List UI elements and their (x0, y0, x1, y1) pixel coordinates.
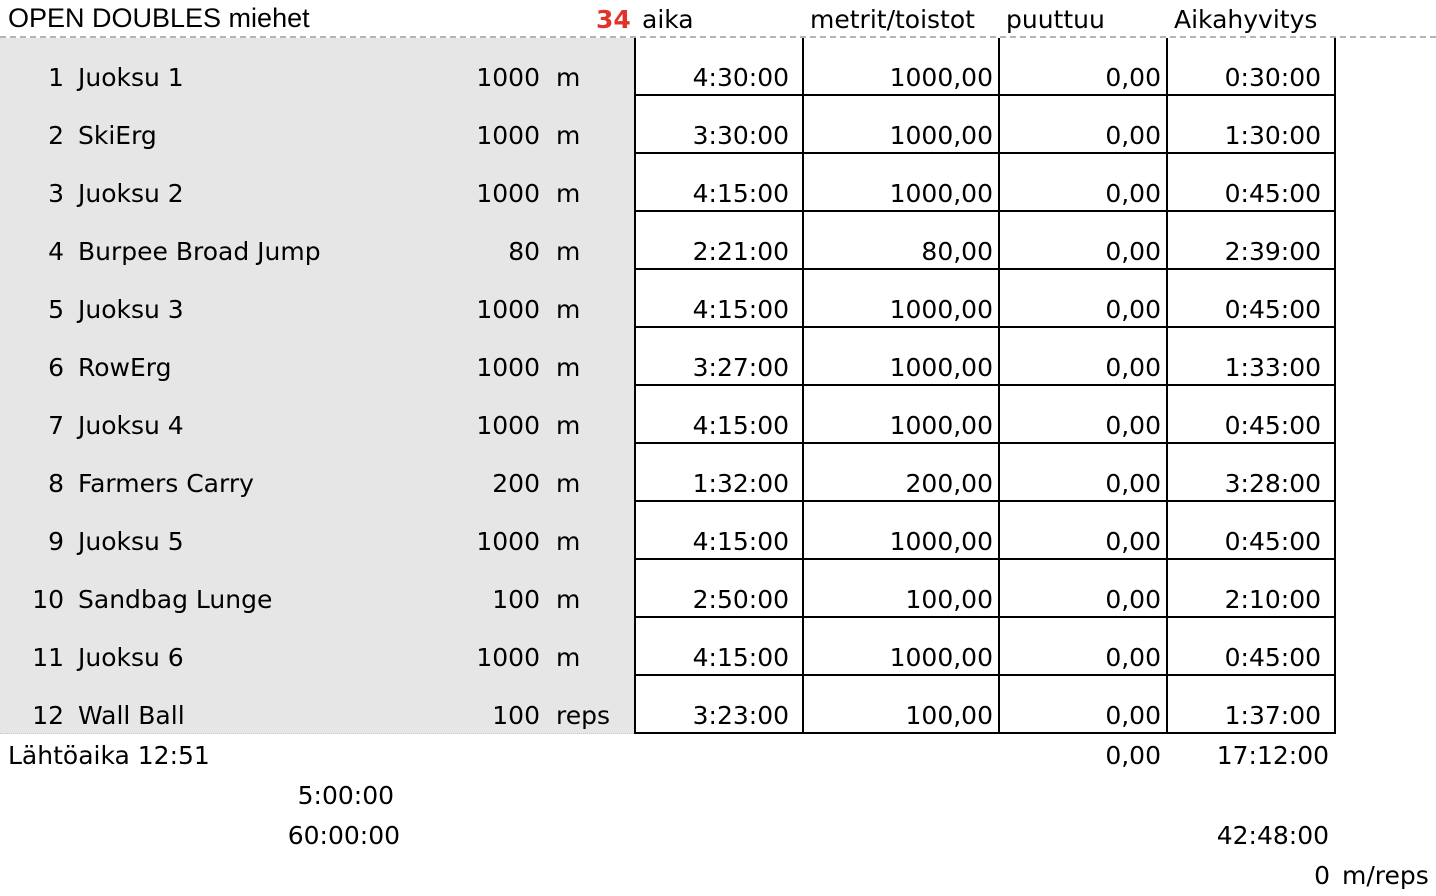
cell-puuttuu[interactable]: 0,00 (1105, 353, 1161, 382)
summary-value: 5:00:00 (297, 781, 394, 810)
row-number: 11 (32, 643, 64, 672)
column-header-aikahyvitys: Aikahyvitys (1174, 5, 1318, 34)
cell-aika[interactable]: 3:30:00 (692, 121, 789, 150)
station-amount: 200 (492, 469, 540, 498)
cell-metrit[interactable]: 1000,00 (889, 179, 993, 208)
grid-line (634, 442, 1336, 444)
station-unit: m (556, 411, 581, 440)
station-amount: 1000 (476, 295, 540, 324)
station-name: Juoksu 2 (78, 179, 184, 208)
grid-line (1166, 38, 1168, 734)
cell-aika[interactable]: 3:23:00 (692, 701, 789, 730)
station-name: RowErg (78, 353, 172, 382)
cell-aikahyvitys[interactable]: 0:45:00 (1224, 643, 1321, 672)
row-number: 5 (48, 295, 64, 324)
grid-line (634, 674, 1336, 676)
cell-metrit[interactable]: 1000,00 (889, 121, 993, 150)
cell-metrit[interactable]: 1000,00 (889, 527, 993, 556)
cell-metrit[interactable]: 100,00 (905, 701, 993, 730)
station-amount: 80 (508, 237, 540, 266)
summary-value: 0 (1314, 861, 1330, 890)
station-name: Wall Ball (78, 701, 185, 730)
station-unit: m (556, 585, 581, 614)
station-name: Juoksu 4 (78, 411, 184, 440)
start-time-label: Lähtöaika 12:51 (8, 741, 210, 770)
cell-puuttuu[interactable]: 0,00 (1105, 411, 1161, 440)
grid-line (634, 558, 1336, 560)
grid-line (634, 210, 1336, 212)
total-aikahyvitys: 17:12:00 (1216, 741, 1329, 770)
total-puuttuu: 0,00 (1105, 741, 1161, 770)
cell-aikahyvitys[interactable]: 1:33:00 (1224, 353, 1321, 382)
grid-line (634, 384, 1336, 386)
summary-unit: m/reps (1342, 861, 1429, 890)
cell-puuttuu[interactable]: 0,00 (1105, 295, 1161, 324)
station-amount: 100 (492, 585, 540, 614)
cell-puuttuu[interactable]: 0,00 (1105, 701, 1161, 730)
station-unit: m (556, 469, 581, 498)
cell-metrit[interactable]: 1000,00 (889, 353, 993, 382)
row-number: 8 (48, 469, 64, 498)
row-number: 10 (32, 585, 64, 614)
row-number: 12 (32, 701, 64, 730)
station-name: Farmers Carry (78, 469, 254, 498)
cell-metrit[interactable]: 100,00 (905, 585, 993, 614)
cell-puuttuu[interactable]: 0,00 (1105, 63, 1161, 92)
station-list-bottom-border (0, 733, 634, 734)
cell-aikahyvitys[interactable]: 0:45:00 (1224, 179, 1321, 208)
cell-aika[interactable]: 3:27:00 (692, 353, 789, 382)
cell-puuttuu[interactable]: 0,00 (1105, 469, 1161, 498)
station-amount: 1000 (476, 643, 540, 672)
cell-aikahyvitys[interactable]: 0:45:00 (1224, 411, 1321, 440)
row-number: 2 (48, 121, 64, 150)
station-unit: reps (556, 701, 611, 730)
cell-aika[interactable]: 2:21:00 (692, 237, 789, 266)
row-number: 9 (48, 527, 64, 556)
cell-metrit[interactable]: 80,00 (921, 237, 993, 266)
grid-line (634, 152, 1336, 154)
cell-aikahyvitys[interactable]: 0:45:00 (1224, 527, 1321, 556)
station-unit: m (556, 353, 581, 382)
cell-metrit[interactable]: 1000,00 (889, 643, 993, 672)
cell-aika[interactable]: 2:50:00 (692, 585, 789, 614)
cell-aikahyvitys[interactable]: 1:37:00 (1224, 701, 1321, 730)
grid-line (634, 94, 1336, 96)
cell-aikahyvitys[interactable]: 2:10:00 (1224, 585, 1321, 614)
cell-metrit[interactable]: 1000,00 (889, 295, 993, 324)
station-amount: 1000 (476, 121, 540, 150)
grid-line (634, 326, 1336, 328)
summary-value: 42:48:00 (1216, 821, 1329, 850)
cell-metrit[interactable]: 200,00 (905, 469, 993, 498)
grid-line (998, 38, 1000, 734)
grid-line (1334, 38, 1336, 734)
cell-aikahyvitys[interactable]: 2:39:00 (1224, 237, 1321, 266)
grid-line (802, 38, 804, 734)
column-header-puuttuu: puuttuu (1006, 5, 1105, 34)
sheet-title: OPEN DOUBLES miehet (8, 3, 310, 33)
station-amount: 1000 (476, 353, 540, 382)
cell-aika[interactable]: 4:15:00 (692, 643, 789, 672)
row-number: 4 (48, 237, 64, 266)
station-amount: 1000 (476, 63, 540, 92)
station-unit: m (556, 527, 581, 556)
row-number: 7 (48, 411, 64, 440)
cell-aikahyvitys[interactable]: 1:30:00 (1224, 121, 1321, 150)
cell-metrit[interactable]: 1000,00 (889, 411, 993, 440)
cell-aika[interactable]: 4:15:00 (692, 527, 789, 556)
participant-count: 34 (596, 5, 631, 34)
cell-puuttuu[interactable]: 0,00 (1105, 585, 1161, 614)
station-unit: m (556, 295, 581, 324)
row-number: 3 (48, 179, 64, 208)
station-amount: 1000 (476, 179, 540, 208)
cell-aika[interactable]: 4:15:00 (692, 179, 789, 208)
station-unit: m (556, 643, 581, 672)
cell-aikahyvitys[interactable]: 0:45:00 (1224, 295, 1321, 324)
cell-puuttuu[interactable]: 0,00 (1105, 527, 1161, 556)
station-name: Juoksu 5 (78, 527, 184, 556)
station-name: Juoksu 3 (78, 295, 184, 324)
cell-metrit[interactable]: 1000,00 (889, 63, 993, 92)
station-unit: m (556, 237, 581, 266)
column-header-aika: aika (642, 5, 694, 34)
cell-aikahyvitys[interactable]: 0:30:00 (1224, 63, 1321, 92)
summary-value: 60:00:00 (287, 821, 400, 850)
row-number: 6 (48, 353, 64, 382)
station-name: Burpee Broad Jump (78, 237, 321, 266)
station-unit: m (556, 179, 581, 208)
cell-puuttuu[interactable]: 0,00 (1105, 643, 1161, 672)
cell-aika[interactable]: 4:15:00 (692, 411, 789, 440)
station-name: Juoksu 1 (78, 63, 184, 92)
station-unit: m (556, 121, 581, 150)
cell-aikahyvitys[interactable]: 3:28:00 (1224, 469, 1321, 498)
station-name: Juoksu 6 (78, 643, 184, 672)
station-name: SkiErg (78, 121, 157, 150)
cell-puuttuu[interactable]: 0,00 (1105, 237, 1161, 266)
grid-line (634, 38, 636, 734)
station-amount: 1000 (476, 411, 540, 440)
cell-aika[interactable]: 4:15:00 (692, 295, 789, 324)
grid-line (634, 616, 1336, 618)
grid-line (634, 732, 1336, 734)
station-amount: 1000 (476, 527, 540, 556)
station-name: Sandbag Lunge (78, 585, 273, 614)
grid-line (634, 268, 1336, 270)
row-number: 1 (48, 63, 64, 92)
grid-line (634, 500, 1336, 502)
station-unit: m (556, 63, 581, 92)
column-header-metrit: metrit/toistot (810, 5, 975, 34)
cell-aika[interactable]: 1:32:00 (692, 469, 789, 498)
station-amount: 100 (492, 701, 540, 730)
cell-aika[interactable]: 4:30:00 (692, 63, 789, 92)
cell-puuttuu[interactable]: 0,00 (1105, 121, 1161, 150)
cell-puuttuu[interactable]: 0,00 (1105, 179, 1161, 208)
